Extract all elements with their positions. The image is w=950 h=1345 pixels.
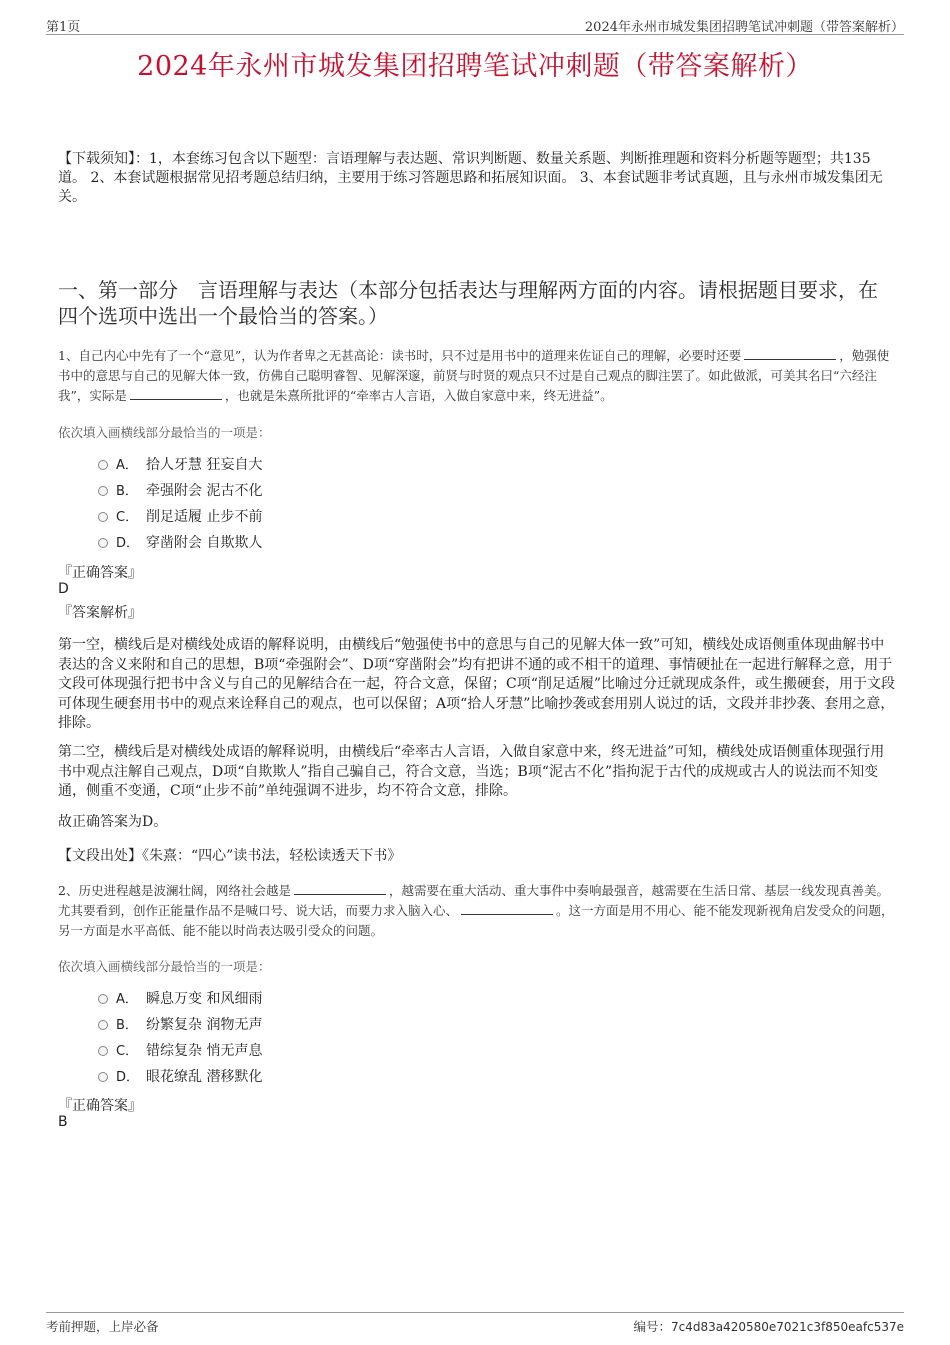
question-2-text-c: 。这一方面是用不用心、能不能发现新视角启发受众的问题，另一方面是水平高低、能不能以时尚表达吸引受众的问题。 [58, 903, 894, 938]
option-c[interactable]: C． 削足适履 止步不前 [98, 504, 262, 530]
doc-code: 编号：7c4d83a420580e7021c3f850eafc537e [633, 1319, 904, 1334]
analysis-paragraph-1: 第一空，横线后是对横线处成语的解释说明，由横线后“勉强使书中的意思与自己的见解大体一致”可知，横线处成语侧重体现曲解书中表达的含义来附和自己的思想，B项“牵强附会”、D项“穿凿附会”均有把讲不通的或不相干的道理、事情硬扯在一起进行解释之意，用于文段可体现强行把书中含义与自己的见解结合在一起，符合文意，保留；C项“削足适履”比喻过分迁就现成条件，或生搬硬套，用于文段可体现生硬套用书中的观点来诠释自己的观点，也可以保留；A项“拾人牙慧”比喻抄袭或套用别人说过的话，文段并非抄袭、套用之意，排除。 [58, 637, 896, 732]
question-2-options [98, 986, 262, 1090]
question-2-text-b: ，越需要在重大活动、重大事件中奏响最强音，越需要在生活日常、基层一线发现真善美。尤其要看到，创作正能量作品不是喊口号、说大话，而要力求入脑入心、 [58, 883, 889, 918]
radio-icon[interactable] [98, 486, 108, 496]
header-doc-title: 2024年永州市城发集团招聘笔试冲刺题（带答案解析） [584, 20, 904, 35]
question-1-stem [58, 346, 896, 406]
analysis-paragraph-2: 第二空，横线后是对横线处成语的解释说明，由横线后“牵率古人言语，入做自家意中来，终无进益”可知，横线处成语侧重体现强行用书中观点注解自己观点，D项“自欺欺人”指自己骗自己，符合文意，当选；B项“泥古不化”指拘泥于古代的成规或古人的说法而不知变通，侧重不变通，C项“止步不前”单纯强调不进步，均不符合文意，排除。 [58, 744, 885, 800]
answer-value: B [58, 1114, 68, 1130]
radio-icon[interactable] [98, 512, 108, 522]
radio-icon[interactable] [98, 1046, 108, 1056]
question-1-instruction: 依次填入画横线部分最恰当的一项是： [58, 425, 271, 440]
section-heading: 一、第一部分 言语理解与表达（本部分包括表达与理解两方面的内容。请根据题目要求，在四个选项中选出一个最恰当的答案。） [58, 278, 878, 328]
radio-icon[interactable] [98, 538, 108, 548]
page-title: 2024年永州市城发集团招聘笔试冲刺题（带答案解析） [137, 51, 813, 82]
question-2-text-a: 2、历史进程越是波澜壮阔，网络社会越是 [58, 883, 291, 898]
question-1-text-b: ，勉强使书中的意思与自己的见解大体一致，仿佛自己聪明睿智、见解深邃，前贤与时贤的观点只不过是自己观点的脚注罢了。如此做派，可美其名曰“六经注我”，实际是 [58, 348, 890, 403]
analysis-label: 『答案解析』 [58, 605, 142, 621]
question-2-instruction: 依次填入画横线部分最恰当的一项是： [58, 959, 271, 974]
question-1-options [98, 452, 262, 556]
option-b[interactable]: B． 纷繁复杂 润物无声 [98, 1012, 262, 1038]
question-1-text-c: ，也就是朱熹所批评的“牵率古人言语，入做自家意中来，终无进益”。 [224, 388, 613, 403]
option-c[interactable]: C． 错综复杂 悄无声息 [98, 1038, 262, 1064]
fill-blank [294, 882, 386, 895]
answer-value: D [58, 581, 69, 597]
option-a[interactable]: A． 拾人牙慧 狂妄自大 [98, 452, 262, 478]
option-a[interactable]: A． 瞬息万变 和风细雨 [98, 986, 262, 1012]
fill-blank [130, 387, 222, 400]
option-b[interactable]: B． 牵强附会 泥古不化 [98, 478, 262, 504]
page-header [46, 14, 904, 35]
page-footer [46, 1312, 904, 1335]
option-d[interactable]: D． 穿凿附会 自欺欺人 [98, 530, 262, 556]
radio-icon[interactable] [98, 460, 108, 470]
footer-slogan: 考前押题，上岸必备 [46, 1319, 159, 1334]
radio-icon[interactable] [98, 1072, 108, 1082]
page-number: 第1页 [46, 20, 81, 35]
text-source: 【文段出处】《朱熹：“四心”读书法，轻松读透天下书》 [58, 848, 402, 864]
download-notice: 【下载须知】：1，本套练习包含以下题型：言语理解与表达题、常识判断题、数量关系题、判断推理题和资料分析题等题型；共135道。 2、本套试题根据常见招考题总结归纳，主要用于练习答题思路和拓展知识面。 3、本套试题非考试真题，且与永州市城发集团无关。 [58, 151, 883, 205]
analysis-conclusion: 故正确答案为D。 [58, 814, 168, 830]
radio-icon[interactable] [98, 1020, 108, 1030]
radio-icon[interactable] [98, 994, 108, 1004]
fill-blank [461, 902, 553, 915]
question-2-stem [58, 881, 896, 941]
answer-label: 『正确答案』 [58, 1098, 142, 1114]
fill-blank [744, 347, 836, 360]
option-d[interactable]: D． 眼花缭乱 潜移默化 [98, 1064, 262, 1090]
question-1-text-a: 1、自己内心中先有了一个“意见”，认为作者卑之无甚高论：读书时，只不过是用书中的道理来佐证自己的理解，必要时还要 [58, 348, 742, 363]
answer-label: 『正确答案』 [58, 565, 142, 581]
